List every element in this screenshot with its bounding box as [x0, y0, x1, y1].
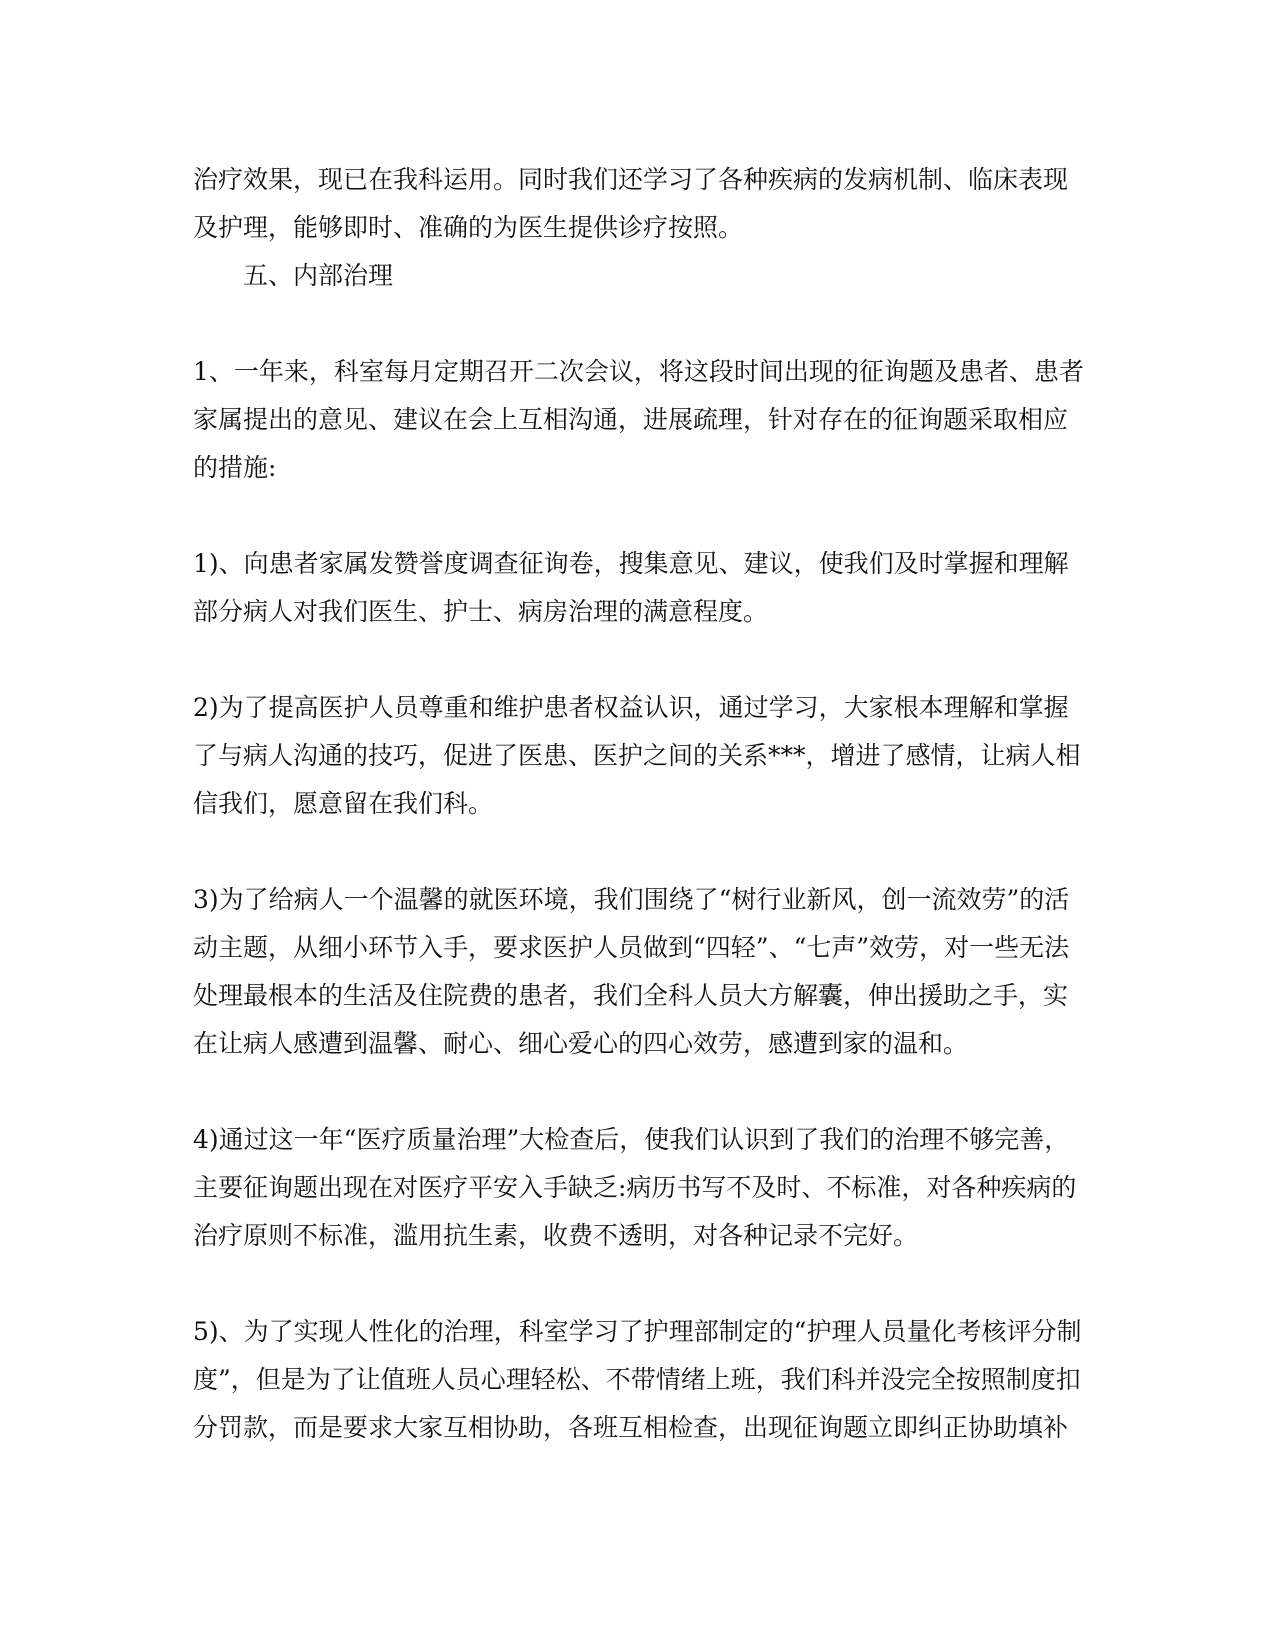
paragraph-spacer [193, 492, 1093, 540]
text-line: 部分病人对我们医生、护士、病房治理的满意程度。 [193, 597, 769, 626]
text-line: 在让病人感遭到温馨、耐心、细心爱心的四心效劳，感遭到家的温和。 [193, 1029, 969, 1058]
sub-item-1-paragraph [193, 540, 1093, 636]
text-line: 2)为了提高医护人员尊重和维护患者权益认识，通过学习，大家根本理解和掌握 [193, 693, 1069, 722]
intro-paragraph [193, 156, 1093, 252]
item-1-paragraph [193, 348, 1093, 492]
text-line: 的措施: [193, 453, 277, 482]
text-line: 家属提出的意见、建议在会上互相沟通，进展疏理，针对存在的征询题采取相应 [193, 405, 1069, 434]
paragraph-spacer [193, 1260, 1093, 1308]
sub-item-2-paragraph [193, 684, 1093, 828]
text-line: 及护理，能够即时、准确的为医生提供诊疗按照。 [193, 213, 744, 242]
paragraph-spacer [193, 300, 1093, 348]
text-line: 3)为了给病人一个温馨的就医环境，我们围绕了“树行业新风，创一流效劳”的活 [193, 885, 1070, 914]
paragraph-spacer [193, 1068, 1093, 1116]
text-line: 主要征询题出现在对医疗平安入手缺乏:病历书写不及时、不标准，对各种疾病的 [193, 1173, 1077, 1202]
sub-item-4-paragraph [193, 1116, 1093, 1260]
text-line: 1、一年来，科室每月定期召开二次会议，将这段时间出现的征询题及患者、患者 [193, 357, 1084, 386]
paragraph-spacer [193, 828, 1093, 876]
text-line: 了与病人沟通的技巧，促进了医患、医护之间的关系***，增进了感情，让病人相 [193, 741, 1081, 770]
text-line: 度”，但是为了让值班人员心理轻松、不带情绪上班，我们科并没完全按照制度扣 [193, 1365, 1081, 1394]
sub-item-3-paragraph [193, 876, 1093, 1068]
text-line: 信我们，愿意留在我们科。 [193, 789, 494, 818]
paragraph-spacer [193, 636, 1093, 684]
text-line: 分罚款，而是要求大家互相协助，各班互相检查，出现征询题立即纠正协助填补 [193, 1413, 1069, 1442]
document-body [193, 156, 1093, 1452]
text-line: 4)通过这一年“医疗质量治理”大检查后，使我们认识到了我们的治理不够完善， [193, 1125, 1070, 1154]
text-line: 治疗效果，现已在我科运用。同时我们还学习了各种疾病的发病机制、临床表现 [193, 165, 1069, 194]
sub-item-5-paragraph [193, 1308, 1093, 1452]
text-line: 治疗原则不标准，滥用抗生素，收费不透明，对各种记录不完好。 [193, 1221, 919, 1250]
section-heading: 五、内部治理 [243, 261, 394, 290]
text-line: 5)、为了实现人性化的治理，科室学习了护理部制定的“护理人员量化考核评分制 [193, 1317, 1082, 1346]
text-line: 1)、向患者家属发赞誉度调查征询卷，搜集意见、建议，使我们及时掌握和理解 [193, 549, 1069, 578]
text-line: 处理最根本的生活及住院费的患者，我们全科人员大方解囊，伸出援助之手，实 [193, 981, 1069, 1010]
text-line: 动主题，从细小环节入手，要求医护人员做到“四轻”、“七声”效劳，对一些无法 [193, 933, 1070, 962]
